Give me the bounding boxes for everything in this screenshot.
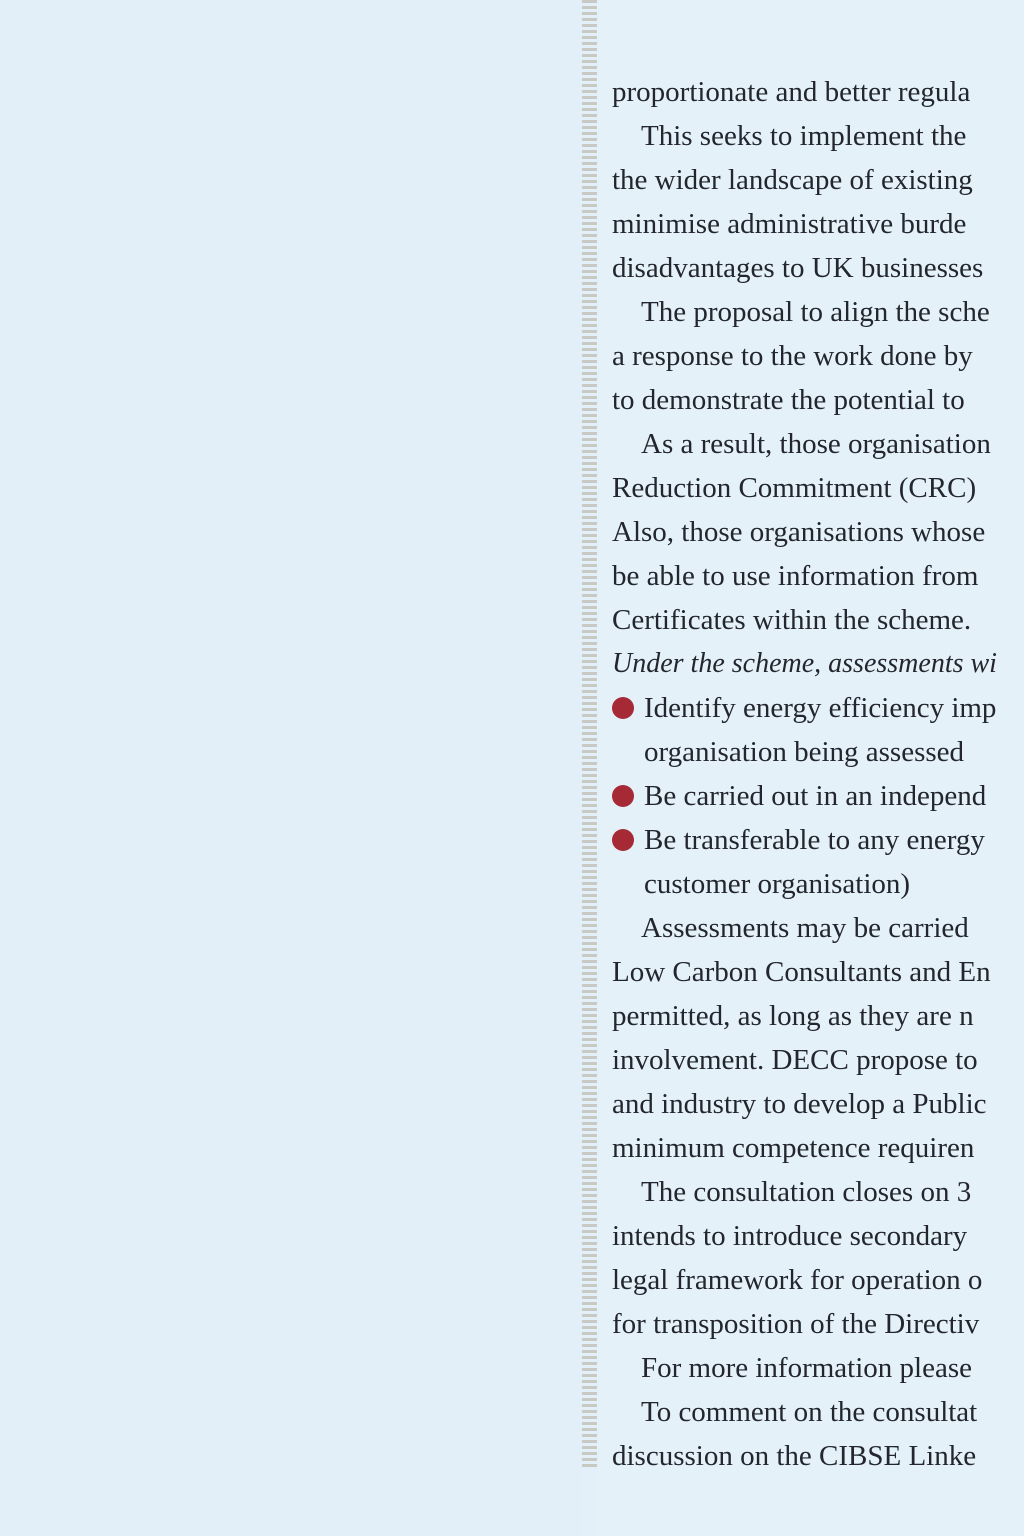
- paragraph-first-line: The proposal to align the sche: [641, 296, 990, 328]
- text-line: to demonstrate the potential to: [612, 384, 965, 416]
- text-line: involvement. DECC propose to: [612, 1044, 978, 1076]
- text-line: permitted, as long as they are n: [612, 1000, 974, 1032]
- text-line: be able to use information from: [612, 560, 979, 592]
- text-line: a response to the work done by: [612, 340, 973, 372]
- text-line: Certificates within the scheme.: [612, 604, 972, 636]
- bullet-continuation: customer organisation): [644, 868, 911, 900]
- paragraph-first-line: For more information please: [641, 1352, 972, 1384]
- list-intro: Under the scheme, assessments wi: [612, 648, 997, 679]
- text-line: disadvantages to UK businesses: [612, 252, 984, 284]
- bullet-dot-icon: [612, 829, 634, 851]
- text-line: discussion on the CIBSE Linke: [612, 1440, 977, 1472]
- paragraph-first-line: This seeks to implement the: [641, 120, 967, 152]
- text-line: intends to introduce secondary: [612, 1220, 968, 1252]
- paragraph-first-line: The consultation closes on 3: [641, 1176, 972, 1208]
- text-line: the wider landscape of existing: [612, 164, 973, 196]
- text-line: Low Carbon Consultants and En: [612, 956, 991, 988]
- bullet-dot-icon: [612, 785, 634, 807]
- bullet-text: Be transferable to any energy: [644, 824, 985, 856]
- text-line: Reduction Commitment (CRC): [612, 472, 977, 504]
- paragraph-first-line: To comment on the consultat: [641, 1396, 978, 1428]
- column-divider: [582, 0, 597, 1470]
- paragraph-first-line: As a result, those organisation: [641, 428, 991, 460]
- bullet-dot-icon: [612, 697, 634, 719]
- text-line: legal framework for operation o: [612, 1264, 983, 1296]
- text-line: and industry to develop a Public: [612, 1088, 987, 1120]
- article-text-column: [612, 70, 1024, 1478]
- bullet-item: [612, 686, 1024, 730]
- bullet-text: Identify energy efficiency imp: [644, 692, 997, 724]
- bullet-continuation: organisation being assessed: [644, 736, 965, 768]
- text-line: minimise administrative burde: [612, 208, 967, 240]
- bullet-item: [612, 818, 1024, 862]
- text-line: proportionate and better regula: [612, 76, 971, 108]
- text-line: minimum competence requiren: [612, 1132, 975, 1164]
- text-line: Also, those organisations whose: [612, 516, 986, 548]
- bullet-text: Be carried out in an independ: [644, 780, 987, 812]
- text-line: for transposition of the Directiv: [612, 1308, 980, 1340]
- bullet-item: [612, 774, 1024, 818]
- paragraph-first-line: Assessments may be carried: [641, 912, 969, 944]
